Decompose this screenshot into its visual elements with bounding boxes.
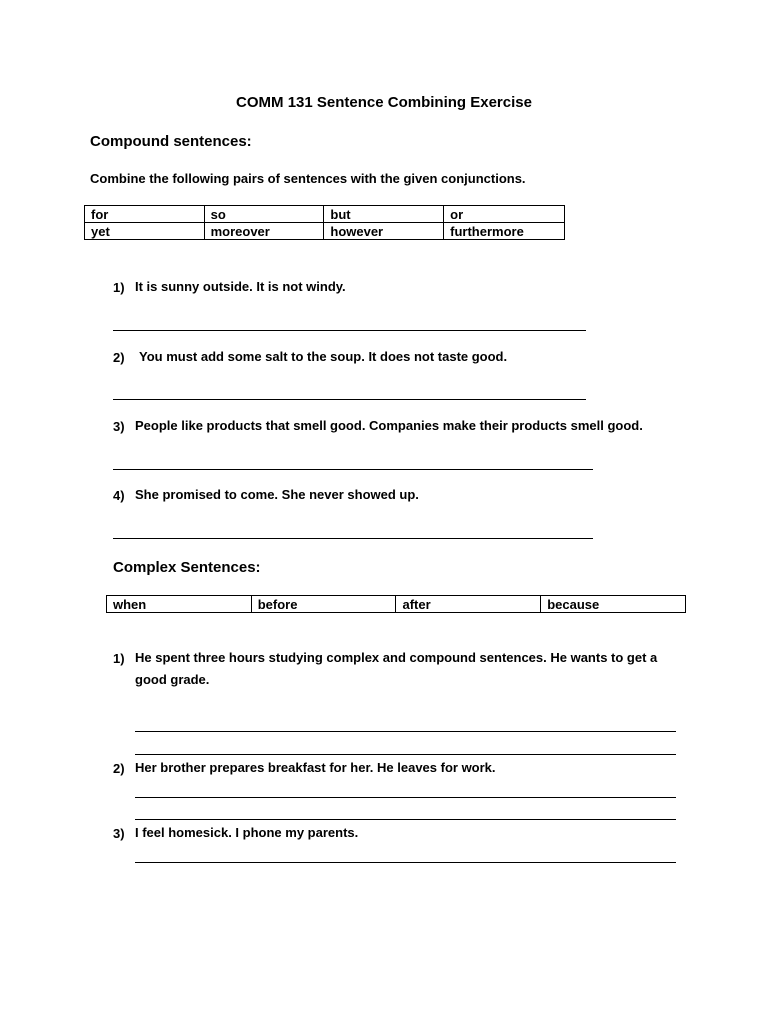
- conjunction-cell: after: [396, 596, 541, 613]
- conjunction-row: [85, 206, 565, 223]
- answer-line[interactable]: [135, 731, 676, 732]
- conjunction-cell: furthermore: [444, 223, 565, 240]
- question-number: 3): [113, 826, 125, 841]
- conjunction-cell: because: [541, 596, 686, 613]
- question-text: I feel homesick. I phone my parents.: [135, 825, 359, 840]
- answer-line[interactable]: [135, 754, 676, 755]
- question-text-line-1: He spent three hours studying complex and compound sentences. He wants to get a: [135, 650, 658, 665]
- complex-heading: Complex Sentences:: [113, 559, 261, 576]
- conjunction-cell: but: [324, 206, 444, 223]
- page-title: COMM 131 Sentence Combining Exercise: [236, 94, 532, 111]
- question-text-line-2: good grade.: [135, 672, 210, 687]
- conjunction-cell: when: [107, 596, 252, 613]
- answer-line[interactable]: [113, 469, 593, 470]
- conjunction-row: [85, 223, 565, 240]
- answer-line[interactable]: [135, 797, 676, 798]
- answer-line[interactable]: [135, 819, 676, 820]
- question-number: 3): [113, 419, 125, 434]
- conjunction-cell: however: [324, 223, 444, 240]
- question-number: 1): [113, 280, 125, 295]
- question-number: 2): [113, 761, 125, 776]
- conjunction-row: [107, 596, 686, 613]
- conjunction-cell: or: [444, 206, 565, 223]
- question-text: People like products that smell good. Companies make their products smell good.: [135, 418, 643, 433]
- compound-instructions: Combine the following pairs of sentences with the given conjunctions.: [90, 171, 526, 186]
- answer-line[interactable]: [135, 862, 676, 863]
- answer-line[interactable]: [113, 330, 586, 331]
- conjunction-cell: for: [85, 206, 205, 223]
- conjunction-cell: moreover: [204, 223, 324, 240]
- answer-line[interactable]: [113, 399, 586, 400]
- complex-conjunction-table: [106, 595, 686, 613]
- answer-line[interactable]: [113, 538, 593, 539]
- question-text: It is sunny outside. It is not windy.: [135, 279, 346, 294]
- conjunction-cell: yet: [85, 223, 205, 240]
- question-text: She promised to come. She never showed up.: [135, 487, 419, 502]
- conjunction-cell: before: [251, 596, 396, 613]
- question-number: 4): [113, 488, 125, 503]
- question-text: You must add some salt to the soup. It does not taste good.: [139, 349, 508, 364]
- question-number: 2): [113, 350, 125, 365]
- compound-heading: Compound sentences:: [90, 133, 252, 150]
- compound-conjunction-table: [84, 205, 565, 240]
- question-text: Her brother prepares breakfast for her. He leaves for work.: [135, 760, 496, 775]
- question-number: 1): [113, 651, 125, 666]
- conjunction-cell: so: [204, 206, 324, 223]
